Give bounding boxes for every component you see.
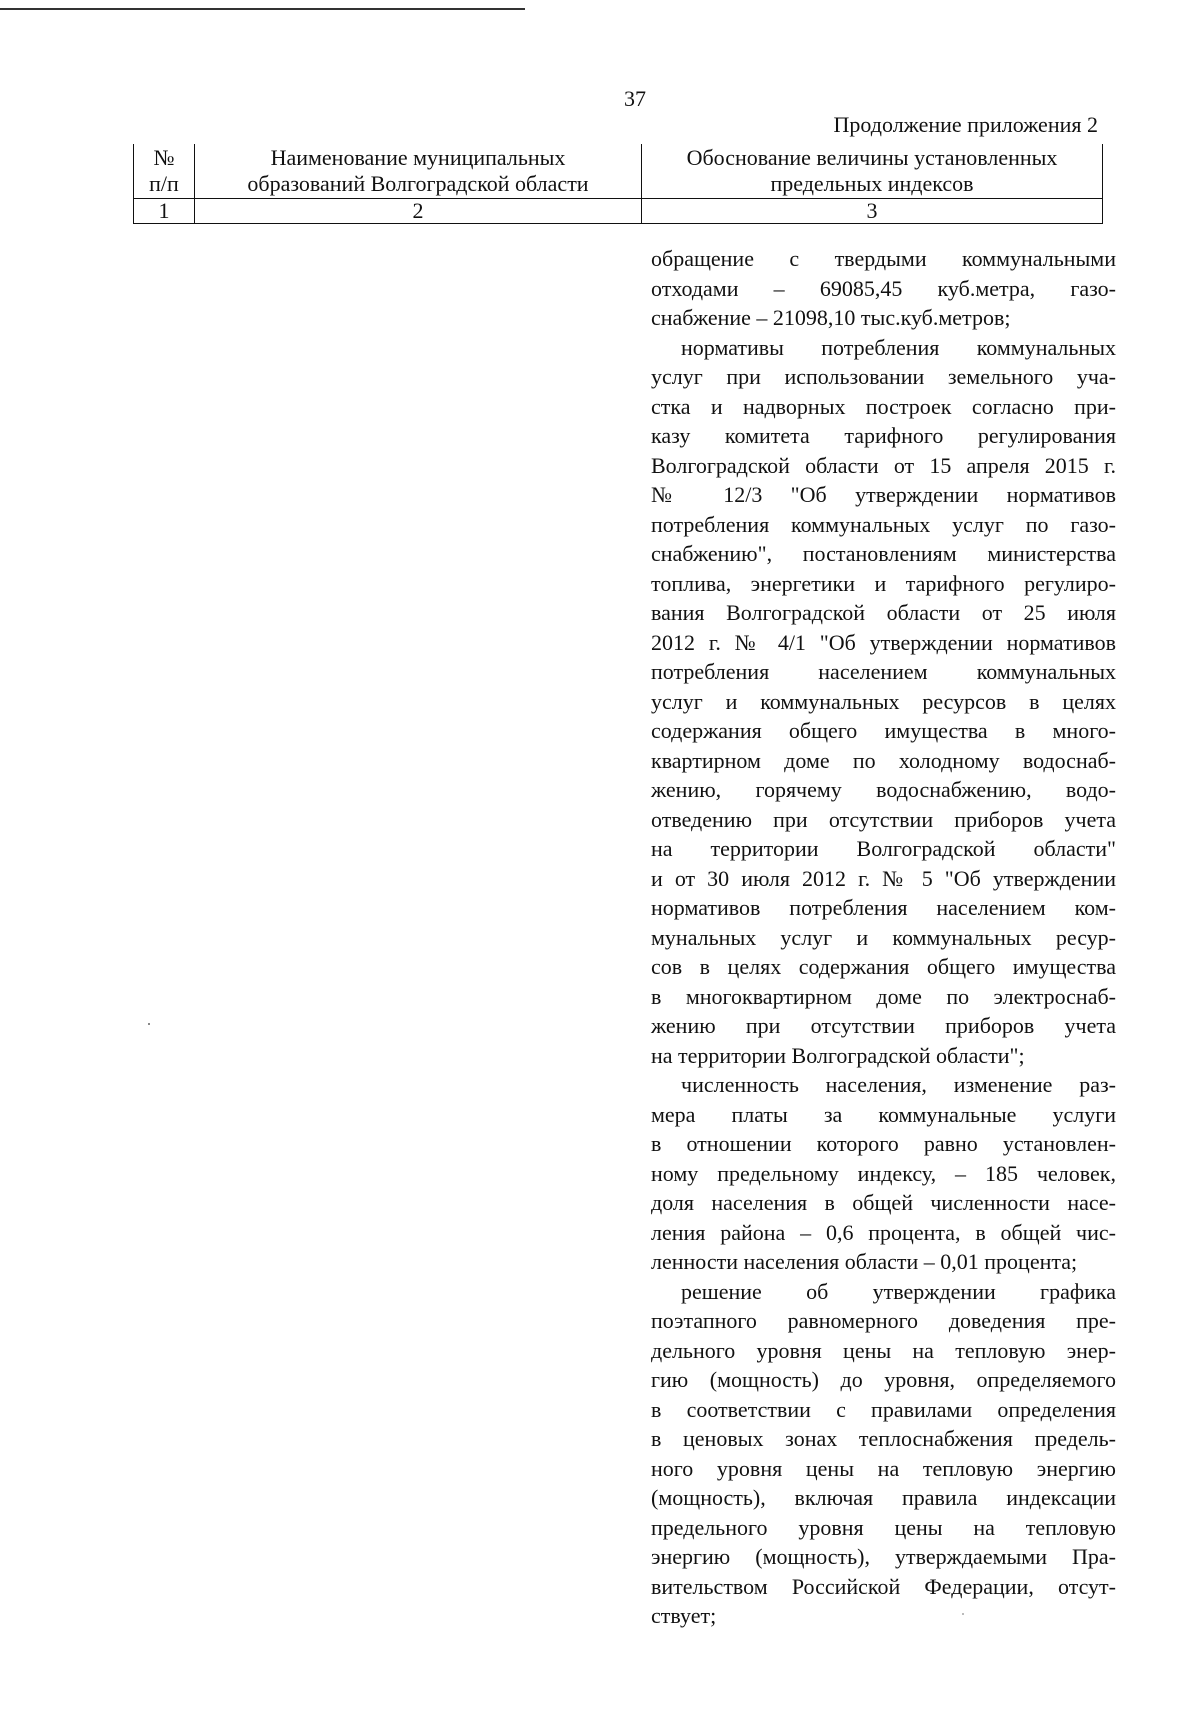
text-line: сов в целях содержания общего имущества [651,954,1116,979]
text-line: в многоквартирном доме по электроснаб- [651,983,1116,1009]
text-line: Волгоградской области от 15 апреля 2015 г. [651,452,1116,478]
text-line: жению, горячему водоснабжению, водо- [651,777,1116,802]
text-line: дельного уровня цены на тепловую энер- [651,1337,1116,1363]
text-line: ствует; [651,1603,717,1628]
text-line: ного уровня цены на тепловую энергию [651,1455,1116,1481]
scan-speck [148,1023,150,1025]
table-index-row [134,199,1103,224]
text-line: № 12/3 "Об утверждении нормативов [651,482,1116,507]
text-line: (мощность), включая правила индексации [651,1485,1116,1510]
scan-edge-line [0,0,525,10]
text-line: предельного уровня цены на тепловую [651,1514,1116,1540]
text-line: на территории Волгоградской области" [651,836,1116,861]
justification-text [651,244,1116,1631]
text-line: квартирном доме по холодному водоснаб- [651,747,1116,773]
text-line: отведению при отсутствии приборов учета [651,806,1116,832]
text-line: доля населения в общей численности насе- [651,1190,1116,1215]
text-line: ления района – 0,6 процента, в общей чис- [651,1219,1116,1245]
header-cell-justification [642,144,1103,199]
text-line: нормативов потребления населением ком- [651,895,1116,920]
text-line: мунальных услуг и коммунальных ресур- [651,924,1116,950]
text-line: решение об утверждении графика [681,1278,1116,1304]
text-line: поэтапного равномерного доведения пре- [651,1308,1116,1333]
column-index: 3 [642,199,1103,224]
table-header-row [134,144,1103,199]
text-line: снабжение – 21098,10 тыс.куб.метров; [651,305,1011,330]
text-line: гию (мощность) до уровня, определяемого [651,1367,1116,1392]
appendix-continuation: Продолжение приложения 2 [833,112,1098,137]
scan-speck [962,1613,964,1615]
header-text: Наименование муниципальных [270,145,566,170]
header-text: № [153,145,175,170]
text-line: ному предельному индексу, – 185 человек, [651,1160,1116,1186]
table-header [133,144,1103,224]
text-paragraph [651,333,1116,1071]
text-line: и от 30 июля 2012 г. № 5 "Об утверждении [651,865,1116,891]
header-text: образований Волгоградской области [247,171,589,196]
text-line: мера платы за коммунальные услуги [651,1101,1116,1127]
text-paragraph [651,1277,1116,1631]
text-line: потребления населением коммунальных [651,659,1116,684]
text-line: обращение с твердыми коммунальными [651,246,1116,271]
text-line: отходами – 69085,45 куб.метра, газо- [651,275,1116,301]
text-line: топлива, энергетики и тарифного регулиро- [651,570,1116,596]
text-line: нормативы потребления коммунальных [681,334,1116,360]
header-text: предельных индексов [770,171,974,196]
text-line: в ценовых зонах теплоснабжения предель- [651,1426,1116,1451]
text-line: снабжению", постановлениям министерства [651,541,1116,566]
text-line: вания Волгоградской области от 25 июля [651,600,1116,625]
header-text: п/п [149,171,179,196]
text-paragraph [651,244,1116,333]
text-line: энергию (мощность), утверждаемыми Пра- [651,1544,1116,1569]
text-line: услуг при использовании земельного уча- [651,364,1116,389]
column-index: 2 [195,199,642,224]
page-number: 37 [624,86,646,111]
text-line: потребления коммунальных услуг по газо- [651,511,1116,537]
header-text: Обоснование величины установленных [686,145,1058,170]
text-line: жению при отсутствии приборов учета [651,1013,1116,1038]
text-line: стка и надворных построек согласно при- [651,393,1116,419]
text-line: услуг и коммунальных ресурсов в целях [651,688,1116,714]
text-line: ленности населения области – 0,01 процента; [651,1249,1078,1274]
text-line: в соответствии с правилами определения [651,1396,1116,1422]
text-line: вительством Российской Федерации, отсут- [651,1573,1116,1599]
text-line: в отношении которого равно установлен- [651,1131,1116,1156]
header-cell-municipality [195,144,642,199]
text-line: содержания общего имущества в много- [651,718,1116,743]
text-line: численность населения, изменение раз- [681,1072,1116,1097]
column-index: 1 [134,199,195,224]
header-cell-number [134,144,195,199]
text-line: на территории Волгоградской области"; [651,1042,1025,1068]
text-paragraph [651,1070,1116,1277]
text-line: 2012 г. № 4/1 "Об утверждении нормативов [651,629,1116,655]
text-line: казу комитета тарифного регулирования [651,423,1116,448]
